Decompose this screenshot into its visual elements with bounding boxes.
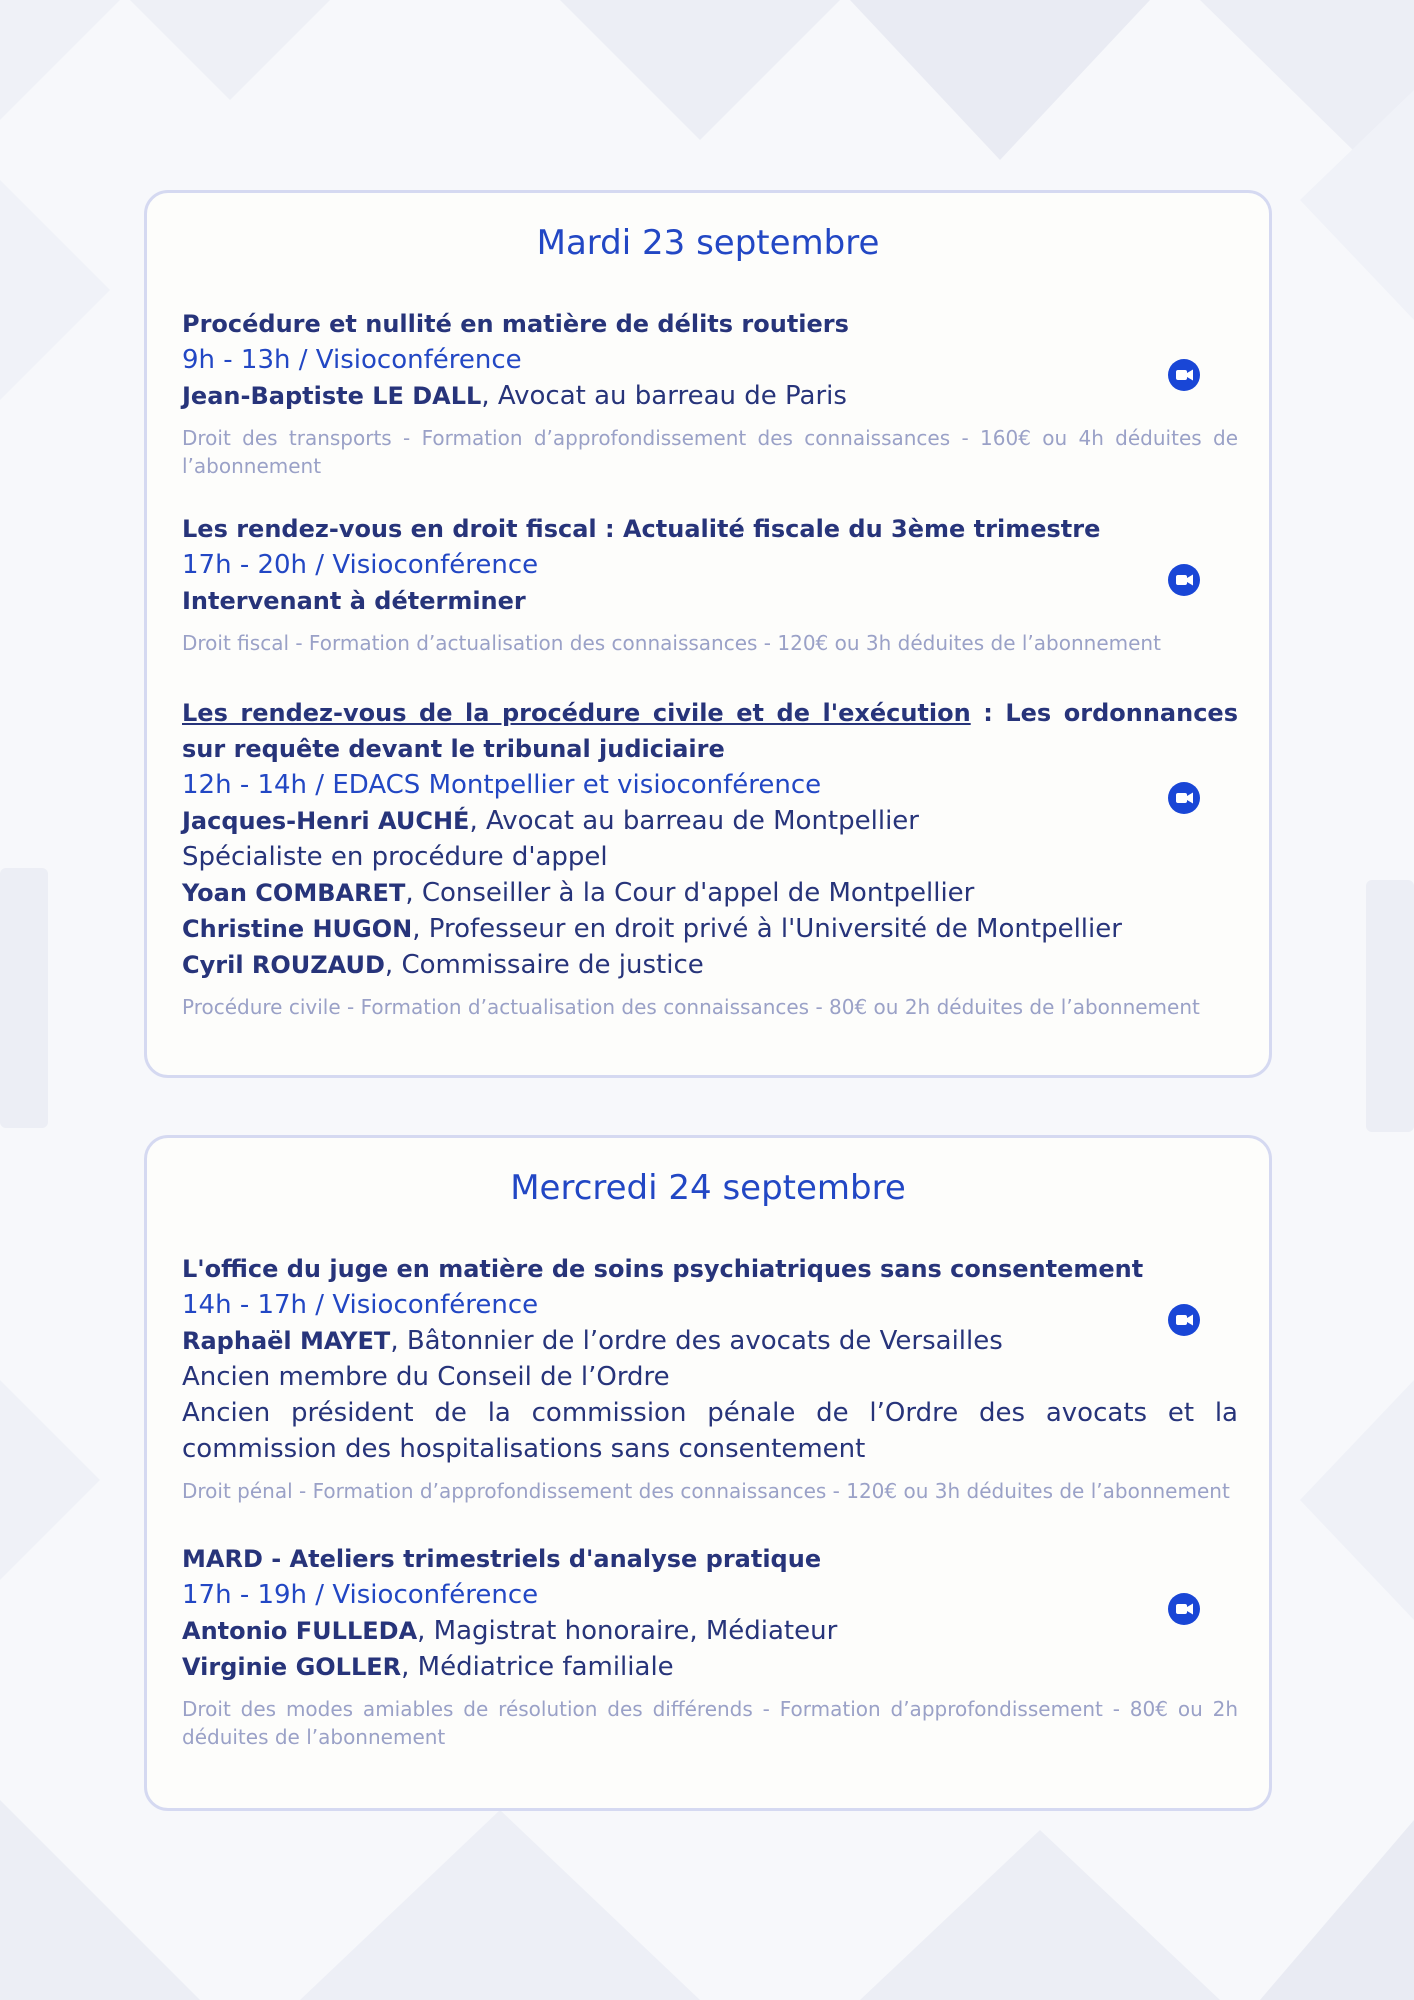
speaker-line <box>182 1395 1238 1467</box>
session-meta: Droit pénal - Formation d’approfondissement des connaissances - 120€ ou 3h déduites de l’abonnement <box>182 1479 1230 1503</box>
speaker-line <box>182 1613 1238 1649</box>
session-meta: Procédure civile - Formation d’actualisation des connaissances - 80€ ou 2h déduites de l’abonnement <box>182 995 1200 1019</box>
speaker-role: , Médiatrice familiale <box>401 1652 674 1682</box>
speaker-name: Jacques-Henri AUCHÉ <box>182 807 470 835</box>
day-title: Mardi 23 septembre <box>536 223 880 263</box>
session-time: 14h - 17h / Visioconférence <box>182 1290 539 1320</box>
session-time: 9h - 13h / Visioconférence <box>182 345 522 375</box>
day-card-tuesday <box>144 190 1272 1078</box>
session-title <box>182 695 1238 767</box>
speaker-role: , Conseiller à la Cour d'appel de Montpellier <box>405 878 975 908</box>
session-title: L'office du juge en matière de soins psychiatriques sans consentement <box>182 1255 1144 1283</box>
speaker-role: , Avocat au barreau de Montpellier <box>469 806 919 836</box>
speaker-line <box>182 839 1238 875</box>
speaker-name: Antonio FULLEDA <box>182 1617 418 1645</box>
speaker-role: Ancien membre du Conseil de l’Ordre <box>182 1362 670 1392</box>
session-4 <box>182 1251 1238 1505</box>
session-title: MARD - Ateliers trimestriels d'analyse pratique <box>182 1545 822 1573</box>
video-camera-icon[interactable] <box>1168 564 1200 596</box>
session-1 <box>182 306 1238 480</box>
session-meta: Droit fiscal - Formation d’actualisation des connaissances - 120€ ou 3h déduites de l’abonnement <box>182 631 1161 655</box>
session-title: Procédure et nullité en matière de délits routiers <box>182 310 849 338</box>
speaker-name: Yoan COMBARET <box>182 879 406 907</box>
speaker-line <box>182 1359 1238 1395</box>
speaker-role: , Professeur en droit privé à l'Université de Montpellier <box>412 914 1122 944</box>
session-time: 17h - 20h / Visioconférence <box>182 550 539 580</box>
session-title-rest: : Les ordonnances sur requête devant le tribunal judiciaire <box>182 699 1238 763</box>
speaker-role: , Avocat au barreau de Paris <box>481 381 847 411</box>
speaker-name: Raphaël MAYET <box>182 1327 391 1355</box>
speaker-line <box>182 1649 1238 1685</box>
session-time: 17h - 19h / Visioconférence <box>182 1580 539 1610</box>
speaker-line <box>182 947 1238 983</box>
speaker-role: Spécialiste en procédure d'appel <box>182 842 608 872</box>
speaker-name: Intervenant à déterminer <box>182 587 526 615</box>
video-camera-icon[interactable] <box>1168 782 1200 814</box>
session-3 <box>182 695 1238 1021</box>
session-time: 12h - 14h / EDACS Montpellier et visioconférence <box>182 770 822 800</box>
video-camera-icon[interactable] <box>1168 1593 1200 1625</box>
speaker-line <box>182 875 1238 911</box>
speaker-line <box>182 583 1238 619</box>
day-card-wednesday <box>144 1135 1272 1811</box>
day-title: Mercredi 24 septembre <box>510 1168 906 1208</box>
speaker-role: , Bâtonnier de l’ordre des avocats de Versailles <box>390 1326 1003 1356</box>
video-camera-icon[interactable] <box>1168 359 1200 391</box>
session-title: Les rendez-vous en droit fiscal : Actualité fiscale du 3ème trimestre <box>182 515 1101 543</box>
speaker-name: Jean-Baptiste LE DALL <box>182 382 482 410</box>
speaker-name: Virginie GOLLER <box>182 1653 402 1681</box>
speaker-role: Ancien président de la commission pénale de l’Ordre des avocats et la commission des hospitalisations sans consentement <box>182 1398 1238 1464</box>
session-meta: Droit des modes amiables de résolution des différends - Formation d’approfondissement - 80€ ou 2h déduites de l’abonnement <box>182 1697 1238 1749</box>
speaker-role: , Commissaire de justice <box>384 950 704 980</box>
speaker-name: Cyril ROUZAUD <box>182 951 385 979</box>
session-title-link[interactable]: Les rendez-vous de la procédure civile et de l'exécution <box>182 699 971 727</box>
video-camera-icon[interactable] <box>1168 1304 1200 1336</box>
speaker-line <box>182 1323 1238 1359</box>
speaker-line <box>182 378 1238 414</box>
session-5 <box>182 1541 1238 1751</box>
speaker-name: Christine HUGON <box>182 915 413 943</box>
speaker-line <box>182 803 1238 839</box>
speaker-role: , Magistrat honoraire, Médiateur <box>417 1616 838 1646</box>
session-2 <box>182 511 1238 657</box>
speaker-line <box>182 911 1238 947</box>
session-meta: Droit des transports - Formation d’approfondissement des connaissances - 160€ ou 4h déduites de l’abonnement <box>182 426 1238 478</box>
